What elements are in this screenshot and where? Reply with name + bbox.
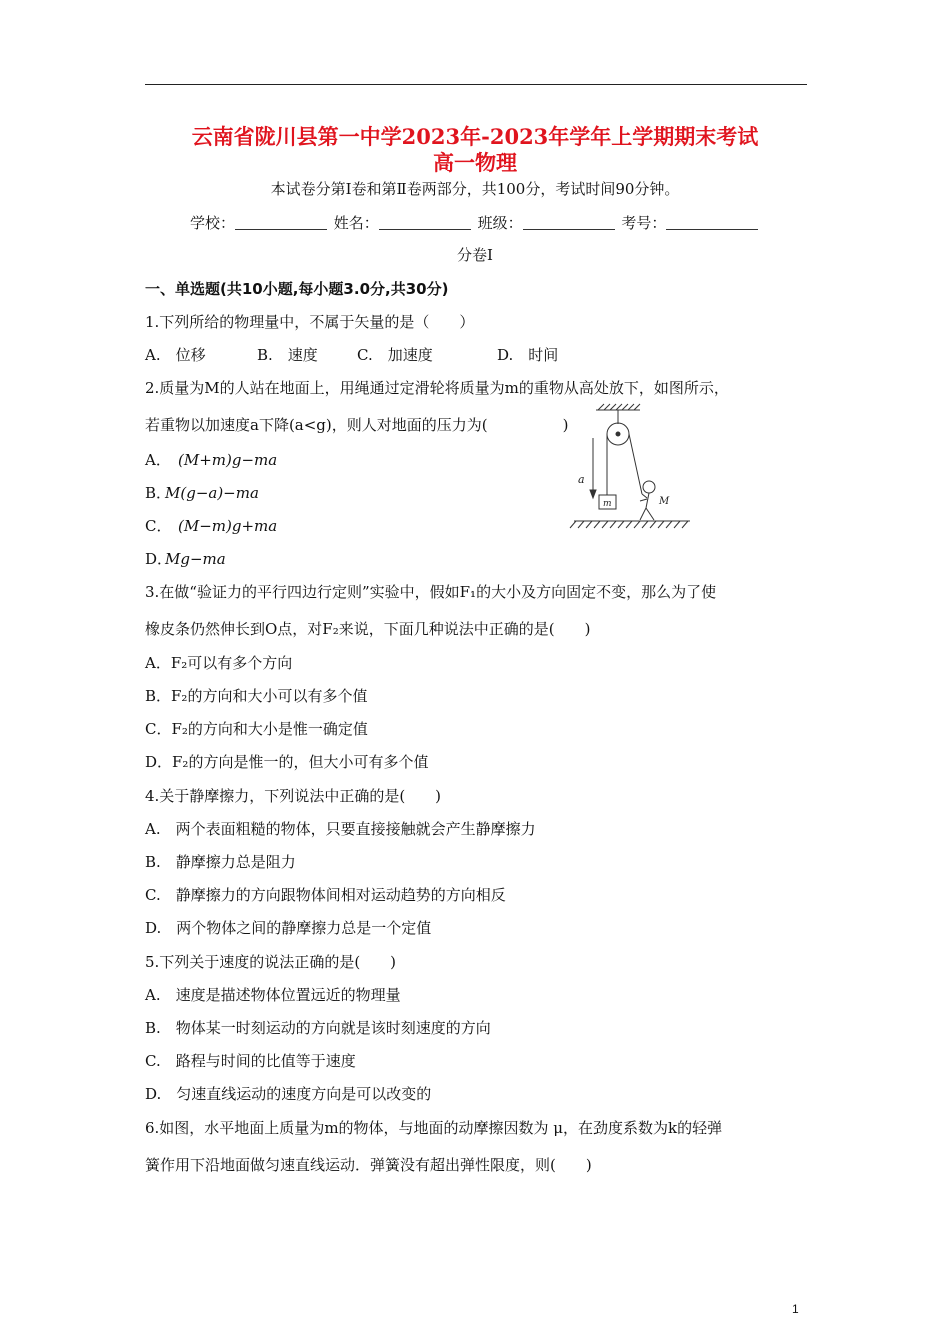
class-label: 班级： [477,214,523,232]
section-title: 分卷I [457,246,493,264]
accel-arrow-icon [590,490,596,498]
option-label: C． [145,517,172,535]
q3-stem-line2: 橡皮条仍然伸长到O点，对F₂来说，下面几种说法中正确的是( ) [145,620,591,638]
q4-stem: 4.关于静摩擦力，下列说法中正确的是( ) [145,787,442,805]
q2-option-b[interactable] [145,482,259,503]
option-label: A． [145,451,171,469]
q3-option-a[interactable]: A．F₂可以有多个方向 [145,654,293,672]
student-info-fields [190,212,760,233]
person-body [646,493,649,508]
q3-stem-line1: 3.在做“验证力的平行四边行定则”实验中，假如F₁的大小及方向固定不变，那么为了使 [145,583,717,601]
page-number: 1 [792,1302,799,1316]
q4-option-a[interactable]: A. 两个表面粗糙的物体，只要直接接触就会产生静摩擦力 [145,820,536,838]
rope-right [629,434,642,494]
q1-option-c[interactable]: C. 加速度 [357,346,433,364]
option-label: B． [145,484,172,502]
ground-hatch-icon [570,521,688,528]
q5-option-d[interactable]: D. 匀速直线运动的速度方向是可以改变的 [145,1085,432,1103]
q1-option-b[interactable]: B. 速度 [257,346,318,364]
q3-option-b[interactable]: B．F₂的方向和大小可以有多个值 [145,687,368,705]
name-blank[interactable] [379,215,471,230]
q4-option-b[interactable]: B. 静摩擦力总是阻力 [145,853,296,871]
q4-option-d[interactable]: D. 两个物体之间的静摩擦力总是一个定值 [145,919,432,937]
q4-option-c[interactable]: C. 静摩擦力的方向跟物体间相对运动趋势的方向相反 [145,886,506,904]
pulley-figure [566,400,694,532]
q3-option-c[interactable]: C．F₂的方向和大小是惟一确定值 [145,720,368,738]
q1-options [145,344,558,365]
option-text: M(g−a)−ma [165,484,259,502]
class-blank[interactable] [523,215,615,230]
name-label: 姓名： [333,214,379,232]
option-text: (M+m)g−ma [178,451,278,469]
q3-option-d[interactable]: D．F₂的方向是惟一的，但大小可有多个值 [145,753,429,771]
mass-m-label: m [603,499,612,509]
q5-option-a[interactable]: A. 速度是描述物体位置远近的物理量 [145,986,401,1004]
q2-stem-line2: 若重物以加速度a下降(a<g)，则人对地面的压力为( ) [145,416,569,434]
q6-stem-line2: 簧作用下沿地面做匀速直线运动．弹簧没有超出弹性限度，则( ) [145,1156,592,1174]
q5-option-b[interactable]: B. 物体某一时刻运动的方向就是该时刻速度的方向 [145,1019,491,1037]
q5-stem: 5.下列关于速度的说法正确的是( ) [145,953,397,971]
id-blank[interactable] [666,215,758,230]
q2-option-c[interactable] [145,515,277,536]
option-label: D． [145,550,173,568]
person-head-icon [643,481,655,493]
header-rule [145,84,807,85]
option-text: (M−m)g+ma [178,517,278,535]
q6-stem-line1: 6.如图，水平地面上质量为m的物体，与地面的动摩擦因数为 μ，在劲度系数为k的轻弹 [145,1119,723,1137]
exam-intro: 本试卷分第Ⅰ卷和第Ⅱ卷两部分，共100分，考试时间90分钟。 [270,180,680,198]
q1-option-d[interactable]: D. 时间 [497,346,559,364]
q2-option-a[interactable] [145,449,277,470]
q1-option-a[interactable]: A. 位移 [145,346,206,364]
q2-stem-line1: 2.质量为M的人站在地面上，用绳通过定滑轮将质量为m的重物从高处放下，如图所示， [145,379,729,397]
id-label: 考号： [621,214,667,232]
mass-M-label: M [659,496,670,507]
option-text: Mg−ma [165,550,226,568]
school-label: 学校： [190,214,236,232]
exam-subject: 高一物理 [433,150,517,175]
accel-label: a [578,473,585,486]
ceiling-hatch-icon [598,404,640,410]
q5-option-c[interactable]: C. 路程与时间的比值等于速度 [145,1052,356,1070]
school-blank[interactable] [235,215,327,230]
exam-title: 云南省陇川县第一中学2023年-2023年学年上学期期末考试 [191,124,759,149]
q1-stem: 1.下列所给的物理量中，不属于矢量的是（ ） [145,313,475,331]
q2-option-d[interactable] [145,548,226,569]
part1-heading: 一、单选题(共10小题,每小题3.0分,共30分) [145,280,449,298]
